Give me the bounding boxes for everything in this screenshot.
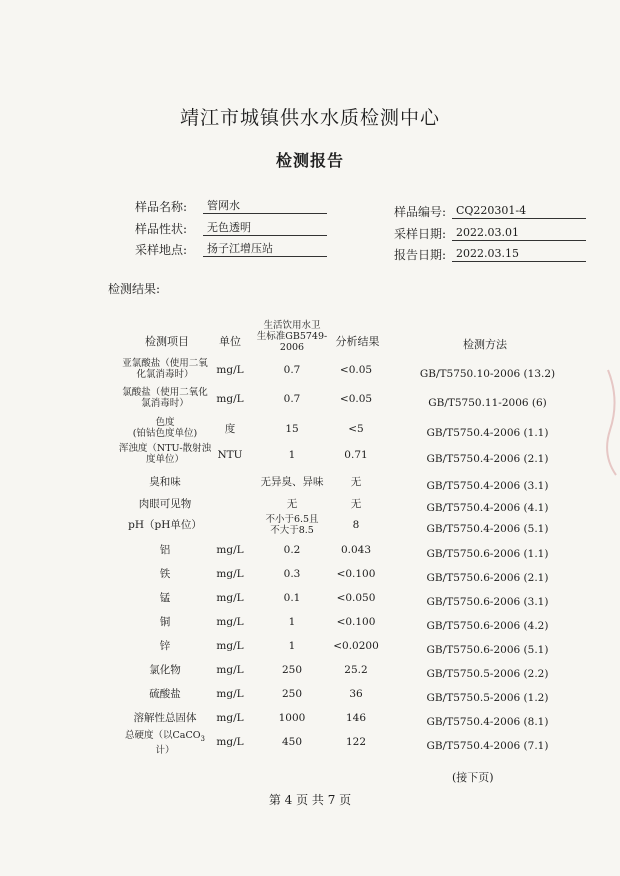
item-unit: mg/L [216,640,244,652]
item-result: 0.71 [344,449,368,461]
item-limit-line1: 无 [286,498,298,510]
results-label: 检测结果: [108,282,161,296]
sample-id-value: CQ220301-4 [452,203,586,219]
item-result: 36 [349,688,363,700]
item-limit [252,364,332,376]
item-method: GB/T5750.4-2006 (7.1) [426,740,549,752]
item-unit: mg/L [216,544,244,556]
header-standard [252,320,332,353]
item-name-line1 [100,519,230,531]
item-limit [252,498,332,510]
item-unit: mg/L [216,688,244,700]
item-limit [252,712,332,724]
item-limit [252,592,332,604]
item-method: GB/T5750.4-2006 (1.1) [426,427,549,439]
item-limit-line1: 250 [281,664,303,676]
item-limit [252,568,332,580]
item-name-text: 亚氯酸盐（使用二氧 [122,358,208,369]
item-name-text: 臭和味 [149,476,181,488]
item-result: 0.043 [340,544,372,556]
sample-state-label: 样品性状: [135,222,188,236]
item-result: 25.2 [344,664,368,676]
header-method: 检测方法 [463,338,507,351]
sample-id-label: 样品编号: [394,205,447,219]
item-unit: NTU [217,449,243,461]
item-name-line2: 度单位） [145,454,184,465]
item-limit [252,423,332,435]
item-result: <0.100 [336,568,376,580]
sample-state-value: 无色透明 [203,220,327,236]
item-result: 122 [345,736,367,748]
item-name-text: 氯酸盐（使用二氧化 [122,387,208,398]
item-limit [252,514,332,536]
item-method: GB/T5750.4-2006 (3.1) [426,480,549,492]
item-name-text: pH（pH单位） [128,519,202,531]
item-unit: mg/L [216,592,244,604]
stamp-trace [598,360,620,480]
item-method: GB/T5750.11-2006 (6) [428,397,547,409]
item-name-text: 浑浊度（NTU-散射浊 [118,443,212,454]
report-date-label: 报告日期: [394,248,447,262]
item-method: GB/T5750.6-2006 (2.1) [426,572,549,584]
item-unit: mg/L [216,712,244,724]
item-unit: mg/L [216,393,244,405]
item-unit: mg/L [216,568,244,580]
sample-name-label: 样品名称: [135,200,188,214]
item-method: GB/T5750.5-2006 (2.2) [426,668,549,680]
item-method: GB/T5750.4-2006 (8.1) [426,716,549,728]
header-item: 检测项目 [145,335,189,348]
item-unit: 度 [224,423,236,435]
item-method: GB/T5750.6-2006 (3.1) [426,596,549,608]
item-name-subscript: 3 [200,734,205,743]
item-method: GB/T5750.10-2006 (13.2) [419,368,556,380]
item-name-text: 铜 [159,616,171,628]
header-standard-line2: 生标准GB5749- [256,331,328,342]
item-limit [252,736,332,748]
item-limit [252,640,332,652]
item-limit-line2: 不大于8.5 [270,525,314,536]
item-limit-line1: 250 [281,688,303,700]
item-result: <0.05 [339,364,373,376]
item-method: GB/T5750.4-2006 (2.1) [426,453,549,465]
item-limit [252,393,332,405]
item-name-text: 总硬度（以CaCO [125,730,201,741]
item-name-text: 硫酸盐 [149,688,181,700]
item-limit-line1: 无异臭、异味 [260,476,324,488]
item-unit: mg/L [216,616,244,628]
item-result: <5 [348,423,364,435]
item-limit-line1: 1 [288,616,296,628]
item-name-line2: 氯消毒时） [141,398,189,409]
sample-name-value: 管网水 [203,198,327,214]
item-method: GB/T5750.4-2006 (4.1) [426,502,549,514]
item-result: 无 [350,498,362,510]
item-name [100,476,230,488]
item-limit [252,476,332,488]
item-name [100,498,230,510]
item-name-text: 锌 [159,640,171,652]
item-name-text: 锰 [159,592,171,604]
item-limit-line1: 0.7 [283,393,301,405]
item-limit-line1: 450 [281,736,303,748]
organization-title: 靖江市城镇供水水质检测中心 [179,107,440,129]
item-limit [252,544,332,556]
item-limit-line1: 1000 [278,712,306,724]
header-standard-line3: 2006 [279,342,305,353]
item-limit [252,664,332,676]
item-name-line2: 化氯消毒时） [136,369,194,380]
item-name-text: 色度 [155,417,175,428]
item-limit [252,688,332,700]
item-name-text: 溶解性总固体 [133,712,197,724]
item-result: <0.050 [336,592,376,604]
sampling-location-value: 扬子江增压站 [203,241,327,257]
item-limit [252,616,332,628]
item-name [100,519,230,531]
item-method: GB/T5750.5-2006 (1.2) [426,692,549,704]
sampling-location-label: 采样地点: [135,243,188,257]
header-unit: 单位 [219,335,241,348]
item-method: GB/T5750.6-2006 (1.1) [426,548,549,560]
item-unit: mg/L [216,664,244,676]
item-name-text: 铁 [159,568,171,580]
report-date-value: 2022.03.15 [452,246,586,262]
item-result: <0.0200 [333,640,379,652]
sampling-date-value: 2022.03.01 [452,225,586,241]
sampling-date-label: 采样日期: [394,227,447,241]
item-method: GB/T5750.6-2006 (5.1) [426,644,549,656]
item-limit-line1: 15 [285,423,299,435]
item-name-line2: (铂钴色度单位) [132,428,198,439]
item-result: <0.100 [336,616,376,628]
page-number: 第 4 页 共 7 页 [268,793,352,807]
item-method: GB/T5750.4-2006 (5.1) [426,523,549,535]
item-name-line1 [100,476,230,488]
item-method: GB/T5750.6-2006 (4.2) [426,620,549,632]
item-result: 146 [345,712,367,724]
item-name-line1 [100,498,230,510]
header-result: 分析结果 [335,335,380,348]
item-result: 无 [350,476,362,488]
item-limit-line1: 0.7 [283,364,301,376]
item-limit [252,449,332,461]
item-limit-line1: 0.3 [283,568,301,580]
item-limit-line1: 1 [288,640,296,652]
item-limit-line1: 不小于6.5且 [265,514,319,525]
item-name-line2: 计） [155,744,175,756]
item-unit: mg/L [216,736,244,748]
item-unit: mg/L [216,364,244,376]
item-result: 8 [352,519,360,531]
item-name-text: 氯化物 [149,664,181,676]
item-limit-line1: 1 [288,449,296,461]
item-limit-line1: 0.2 [283,544,301,556]
item-name-text: 肉眼可见物 [138,498,192,510]
item-limit-line1: 0.1 [283,592,301,604]
item-name-text: 铝 [159,544,171,556]
report-title: 检测报告 [275,151,344,170]
header-standard-line1: 生活饮用水卫 [263,320,321,331]
continue-note: (接下页) [452,771,494,784]
item-result: <0.05 [339,393,373,405]
